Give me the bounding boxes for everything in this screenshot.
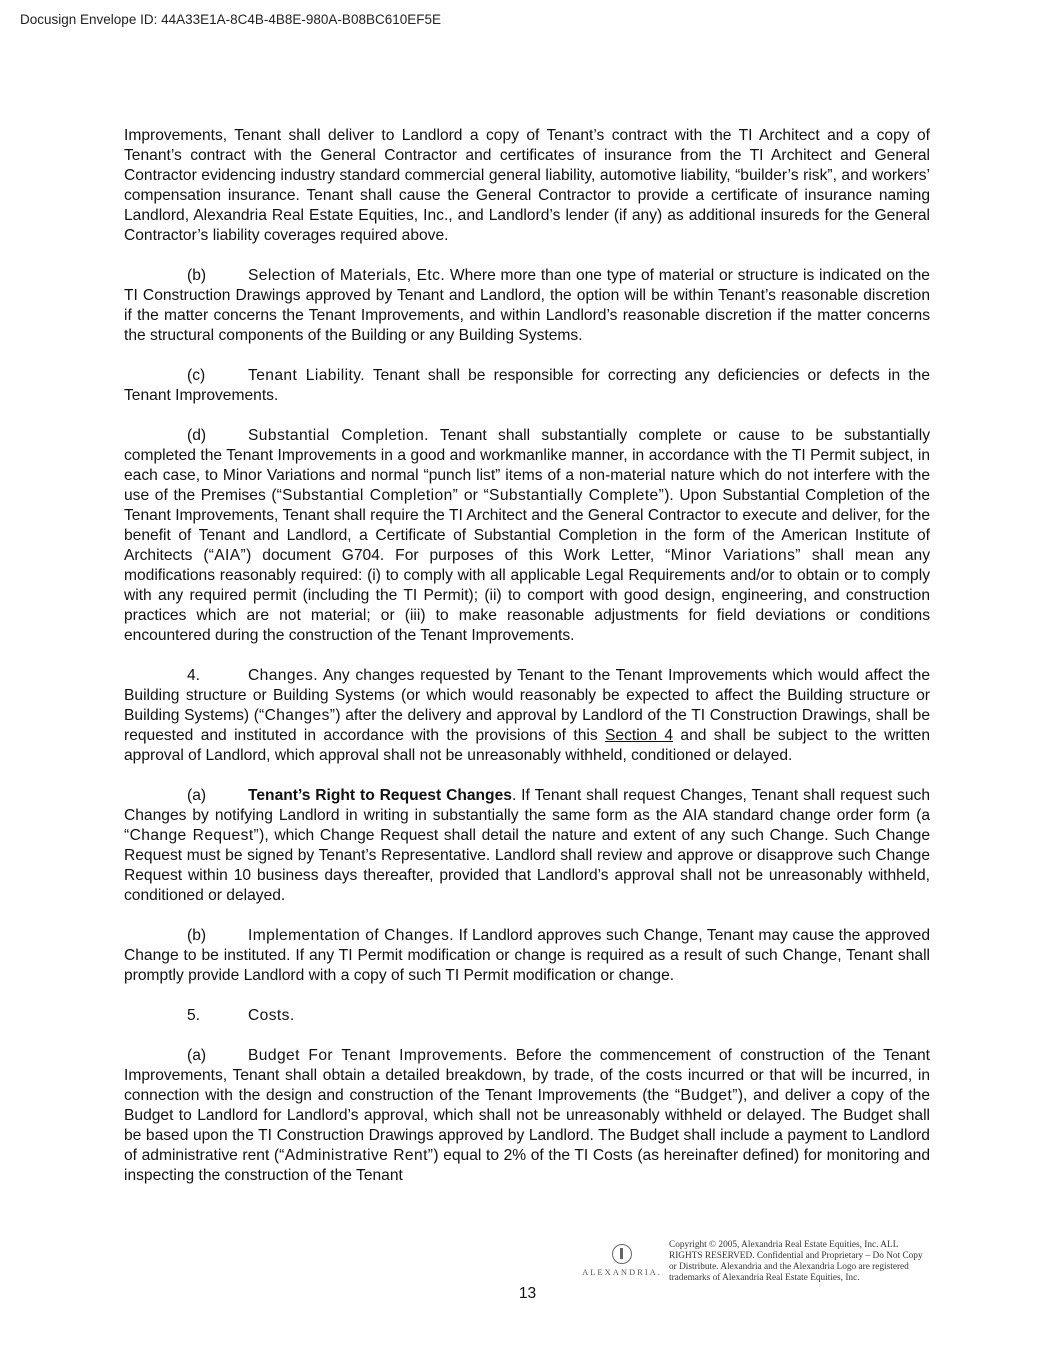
section-heading: Substantial Completion.	[248, 427, 429, 444]
section-4b	[124, 926, 930, 986]
section-text: Tenant shall be responsible for correcting any deficiencies or defects in the Tenant Improvements.	[124, 367, 930, 404]
torch-icon	[612, 1244, 632, 1264]
document-body	[124, 126, 930, 1206]
section-text: Tenant shall substantially complete or cause to be substantially completed the Tenant Improvements in a good and workmanlike manner, in accordance with the TI Permit subject, in each case, to Minor Variations and normal “punch list” items of a non-material nature which do not interfere with the use of the Premises (	[124, 427, 930, 504]
section-text: ) equal to 2% of the TI Costs (as hereinafter defined) for monitoring and inspecting the construction of the Tenant	[124, 1147, 931, 1184]
section-text: ) after the delivery and approval by Landlord of the TI Construction Drawings, shall be requested and instituted in accordance with the provisions of this	[124, 707, 930, 744]
defined-term: “Substantially Complete”	[483, 487, 665, 504]
section-number: 4.	[187, 667, 201, 684]
envelope-id: Docusign Envelope ID: 44A33E1A-8C4B-4B8E-980A-B08BC610EF5E	[20, 12, 441, 27]
section-heading: Costs.	[248, 1007, 295, 1024]
section-text: Any changes requested by Tenant to the Tenant Improvements which would affect the Building structure or Building Systems (or which would reasonably be expected to affect the Building structure or Building Systems) (	[124, 667, 930, 724]
section-heading: Tenant’s Right to Request Changes	[248, 787, 512, 804]
section-4a	[124, 786, 930, 906]
section-heading: Budget For Tenant Improvements.	[248, 1047, 508, 1064]
section-text: shall mean any modifications reasonably required: (i) to comply with all applicable Legal Requirements and/or to obtain or to comply with any required permit (including the TI Permit); (ii) to comport with good design, engineering, and construction practices which are not material; or (iii) to make reasonable adjustments for field deviations or conditions encountered during the construction of the Tenant Improvements.	[124, 547, 930, 644]
defined-term: “Budget”	[674, 1087, 738, 1104]
section-text: Before the commencement of construction of the Tenant Improvements, Tenant shall obtain a detailed breakdown, by trade, of the costs incurred or that will be incurred, in connection with the design and construction of the Tenant Improvements (the	[124, 1047, 930, 1104]
section-3c	[124, 366, 930, 406]
section-heading: Tenant Liability.	[248, 367, 365, 384]
section-number: (b)	[187, 267, 207, 284]
section-3b	[124, 266, 930, 346]
defined-term: “Administrative Rent”	[279, 1147, 434, 1164]
section-number: (a)	[187, 787, 207, 804]
section-number: (c)	[187, 367, 206, 384]
defined-term: “Changes”	[258, 707, 336, 724]
section-text: ). Upon Substantial Completion of the Tenant Improvements, Tenant shall require the TI Architect and the General Contractor to execute and deliver, for the benefit of Tenant and Landlord, a Certificate of Substantial Completion in the form of the American Institute of Architects (	[124, 487, 930, 564]
section-5a	[124, 1046, 930, 1186]
section-text: ) document G704. For purposes of this Work Letter,	[246, 547, 666, 564]
section-5	[124, 1006, 930, 1026]
paragraph-contract-copies: Improvements, Tenant shall deliver to Landlord a copy of Tenant’s contract with the TI Architect and a copy of Tenant’s contract with the General Contractor and certificates of insurance from the TI Architect and General Contractor evidencing industry standard commercial general liability, automotive liability, “builder’s risk”, and workers’ compensation insurance. Tenant shall cause the General Contractor to provide a certificate of insurance naming Landlord, Alexandria Real Estate Equities, Inc., and Landlord’s lender (if any) as additional insureds for the General Contractor’s liability coverages required above.	[124, 127, 930, 244]
section-heading: Selection of Materials, Etc.	[248, 267, 446, 284]
section-number: 5.	[187, 1007, 201, 1024]
section-text: ), and deliver a copy of the Budget to Landlord for Landlord’s approval, which shall not be unreasonably withheld or delayed. The Budget shall be based upon the TI Construction Drawings approved by Landlord. The Budget shall include a payment to Landlord of administrative rent (	[124, 1087, 930, 1164]
section-reference-link: Section 4	[605, 727, 674, 744]
defined-term: “Minor Variations”	[665, 547, 801, 564]
defined-term: “AIA”	[208, 547, 247, 564]
section-heading: Implementation of Changes.	[248, 927, 455, 944]
section-text: Where more than one type of material or structure is indicated on the TI Construction Drawings approved by Tenant and Landlord, the option will be within Tenant’s reasonable discretion if the matter concerns the Tenant Improvements, and within Landlord’s reasonable discretion if the matter concerns the structural components of the Building or any Building Systems.	[124, 267, 930, 344]
page-number: 13	[518, 1285, 537, 1302]
section-text: ), which Change Request shall detail the nature and extent of any such Change. Such Change Request must be signed by Tenant’s Representative. Landlord shall review and approve or disapprove such Change Request within 10 business days thereafter, provided that Landlord’s approval shall not be unreasonably withheld, conditioned or delayed.	[124, 827, 930, 904]
logo-wordmark: ALEXANDRIA.	[582, 1267, 662, 1277]
section-number: (b)	[187, 927, 207, 944]
section-number: (d)	[187, 427, 207, 444]
section-text: If Landlord approves such Change, Tenant may cause the approved Change to be instituted. If any TI Permit modification or change is required as a result of such Change, Tenant shall promptly provide Landlord with a copy of such TI Permit modification or change.	[124, 927, 930, 984]
alexandria-logo	[580, 1244, 664, 1277]
copyright-notice: Copyright © 2005, Alexandria Real Estate Equities, Inc. ALL RIGHTS RESERVED. Confidential and Proprietary – Do Not Copy or Distribute. Alexandria and the Alexandria Logo are registered trademarks of Alexandria Real Estate Equities, Inc.	[669, 1240, 923, 1283]
section-heading: Changes.	[248, 667, 318, 684]
section-4	[124, 666, 930, 766]
section-text: or	[458, 487, 484, 504]
defined-term: “Substantial Completion”	[276, 487, 459, 504]
defined-term: “Change Request”	[124, 827, 260, 844]
section-number: (a)	[187, 1047, 207, 1064]
section-text: . If Tenant shall request Changes, Tenant shall request such Changes by notifying Landlord in writing in substantially the same form as the AIA standard change order form (a	[124, 787, 930, 824]
section-3d	[124, 426, 930, 646]
section-text: and shall be subject to the written approval of Landlord, which approval shall not be unreasonably withheld, conditioned or delayed.	[124, 727, 930, 764]
